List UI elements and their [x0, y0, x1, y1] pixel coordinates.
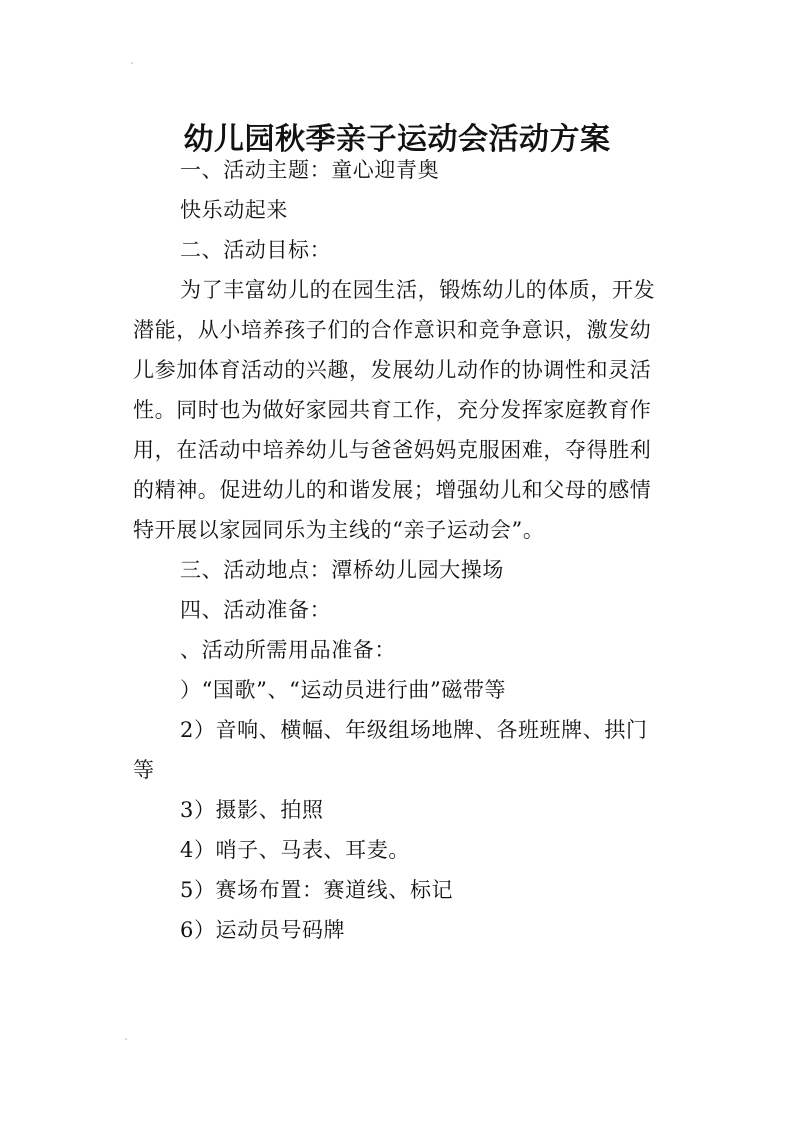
- paragraph-slogan: 快乐动起来: [180, 198, 288, 222]
- scan-speck: [125, 1038, 127, 1040]
- paragraph-goals-heading: 二、活动目标：: [180, 238, 332, 262]
- document-body: [133, 150, 665, 950]
- scan-speck: [131, 62, 133, 64]
- list-item-audio-banners: 2）音响、横幅、年级组场地牌、各班班牌、拱门等: [133, 718, 648, 782]
- paragraph-location: 三、活动地点：潭桥幼儿园大操场: [180, 558, 504, 582]
- paragraph-preparation-heading: 四、活动准备：: [180, 598, 332, 622]
- paragraph-supplies-heading: 、活动所需用品准备：: [180, 638, 396, 662]
- list-item-number-bibs: 6）运动员号码牌: [180, 918, 346, 942]
- list-item-photography: 3）摄影、拍照: [180, 798, 324, 822]
- list-item-whistles: 4）哨子、马表、耳麦。: [180, 838, 410, 862]
- paragraph-goals-body: 为了丰富幼儿的在园生活，锻炼幼儿的体质，开发潜能，从小培养孩子们的合作意识和竞争意识，激发幼儿参加体育活动的兴趣，发展幼儿动作的协调性和灵活性。同时也为做好家园共育工作，充分发挥家庭教育作用，在活动中培养幼儿与爸爸妈妈克服困难，夺得胜利的精神。促进幼儿的和谐发展；增强幼儿和父母的感情特开展以家园同乐为主线的“亲子运动会”。: [133, 278, 656, 542]
- document-title: 幼儿园秋季亲子运动会活动方案: [183, 122, 611, 158]
- list-item-tapes: ）“国歌”、“运动员进行曲”磁带等: [180, 678, 507, 702]
- list-item-track-layout: 5）赛场布置：赛道线、标记: [180, 878, 454, 902]
- paragraph-theme: 一、活动主题：童心迎青奥: [180, 158, 440, 182]
